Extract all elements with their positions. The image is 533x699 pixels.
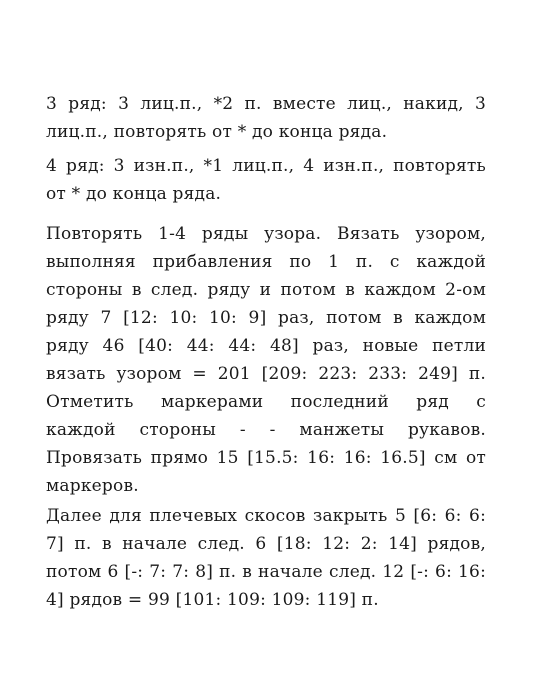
- text-line: Далее для плечевых скосов закрыть 5 [6: 6: 6:: [46, 506, 486, 526]
- paragraph-row-3: [46, 90, 486, 146]
- paragraph-shoulder-shaping: [46, 502, 486, 614]
- text-line: 4] рядов = 99 [101: 109: 109: 119] п.: [46, 590, 379, 610]
- text-line: вязать узором = 201 [209: 223: 233: 249] п.: [46, 364, 486, 384]
- text-line: 7] п. в начале след. 6 [18: 12: 2: 14] рядов,: [46, 534, 486, 554]
- text-line: ряду 46 [40: 44: 44: 48] раз, новые петли: [46, 336, 486, 356]
- text-line: ряду 7 [12: 10: 10: 9] раз, потом в каждом: [46, 308, 486, 328]
- text-line: каждой стороны - - манжеты рукавов.: [46, 420, 486, 440]
- text-line: от * до конца ряда.: [46, 184, 222, 204]
- paragraph-row-4: [46, 152, 486, 208]
- text-line: потом 6 [-: 7: 7: 8] п. в начале след. 12 [-: 6: 16:: [46, 562, 486, 582]
- text-line: выполняя прибавления по 1 п. с каждой: [46, 252, 486, 272]
- paragraph-pattern-repeat: [46, 220, 486, 500]
- text-line: Отметить маркерами последний ряд с: [46, 392, 486, 412]
- text-line: 4 ряд: 3 изн.п., *1 лиц.п., 4 изн.п., повторять: [46, 156, 486, 176]
- text-line: лиц.п., повторять от * до конца ряда.: [46, 122, 388, 142]
- text-line: стороны в след. ряду и потом в каждом 2-ом: [46, 280, 486, 300]
- text-line: Повторять 1-4 ряды узора. Вязать узором,: [46, 224, 486, 244]
- text-line: 3 ряд: 3 лиц.п., *2 п. вместе лиц., накид, 3: [46, 94, 486, 114]
- text-line: маркеров.: [46, 476, 139, 496]
- text-line: Провязать прямо 15 [15.5: 16: 16: 16.5] см от: [46, 448, 486, 468]
